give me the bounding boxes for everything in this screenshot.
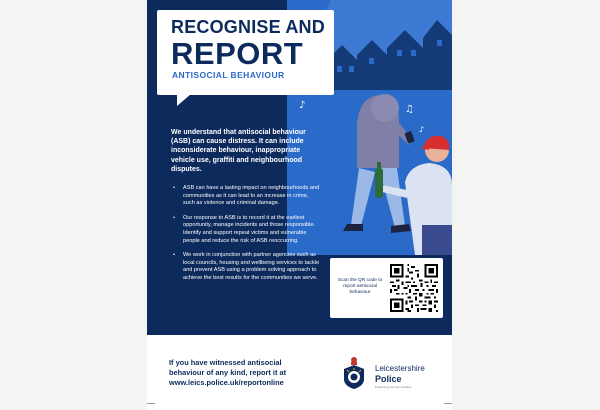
speech-bubble-tail	[177, 94, 191, 106]
footer-message	[169, 358, 344, 388]
music-note-icon: ♪	[299, 100, 306, 111]
qr-panel	[330, 258, 443, 318]
footer-line: behaviour of any kind, report it at	[169, 368, 287, 377]
music-note-icon: ♫	[405, 104, 414, 115]
police-name-line2: Police	[375, 374, 402, 384]
title-recognise: RECOGNISE AND	[171, 17, 325, 37]
bullet-list	[171, 185, 321, 290]
bullet-item: • ASB can have a lasting impact on neighbourhoods and communities as it can lead to an increase in crime, such as violence and criminal damage.	[171, 185, 321, 208]
page-edge-mark	[147, 403, 155, 404]
bullet-item: • Our response to ASB is to record it at the earliest opportunity, manage incidents and those responsible. Identify and support repeat victims and vulnerable people and reduce the risk of ASB reoccurring.	[171, 215, 321, 245]
police-name-line1: Leicestershire	[375, 364, 425, 373]
qr-instruction: Scan the QR code to report antisocial behaviour	[337, 278, 383, 295]
report-online-link[interactable]: www.leics.police.uk/reportonline	[169, 378, 284, 387]
bullet-item: • We work in conjunction with partner agencies such as local councils, housing and wellbeing services to tackle and prevent ASB using a problem solving approach to achieve the best results for the communities we serve.	[171, 252, 321, 282]
police-crest-icon	[340, 356, 368, 390]
subtitle-antisocial: ANTISOCIAL BEHAVIOUR	[172, 70, 285, 80]
asb-poster	[147, 0, 452, 410]
qr-code[interactable]	[390, 264, 438, 312]
footer-line: If you have witnessed antisocial	[169, 358, 282, 367]
page-edge-mark	[444, 403, 452, 404]
police-tagline: Protecting our communities	[375, 385, 412, 389]
music-note-icon: ♪	[419, 125, 425, 134]
title-report: REPORT	[171, 36, 304, 71]
intro-paragraph: We understand that antisocial behaviour (ASB) can cause distress. It can include inconsiderate behaviour, inappropriate vehicle use, graffiti and neighbourhood disputes.	[171, 129, 306, 173]
police-logo-text	[375, 364, 425, 384]
